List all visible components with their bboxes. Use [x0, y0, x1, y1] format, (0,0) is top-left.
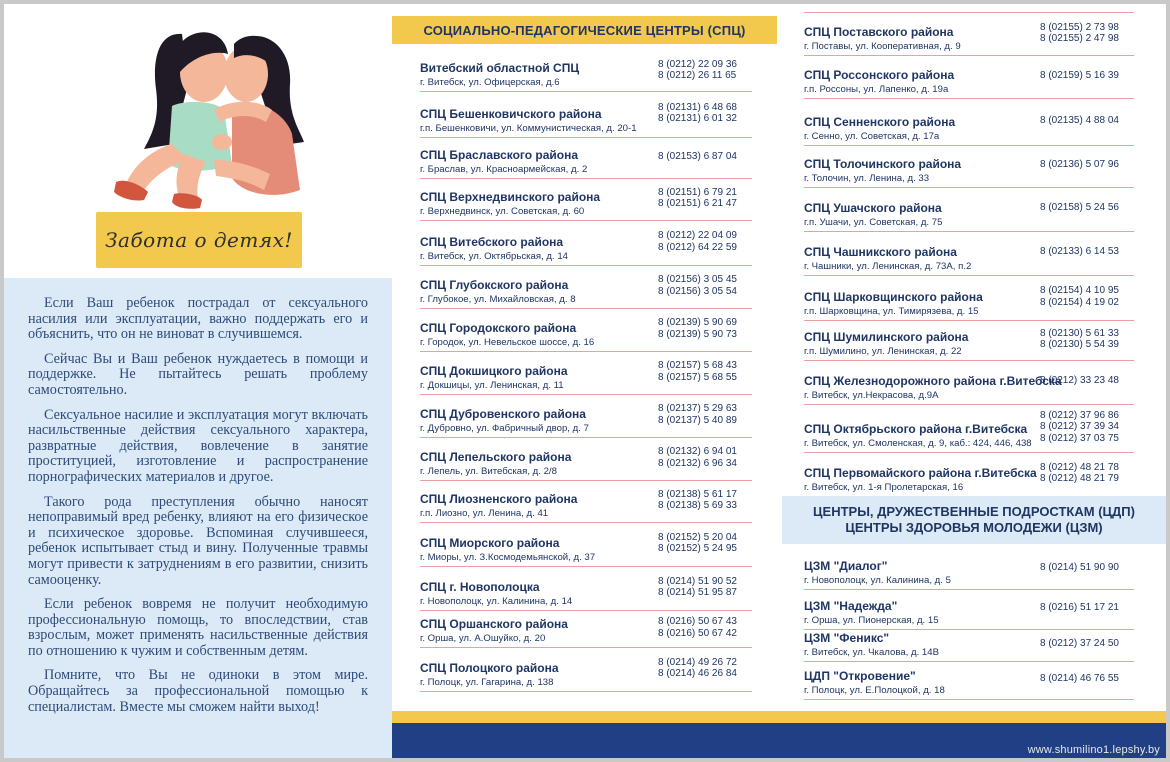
- phone-number[interactable]: 8 (02130) 5 54 39: [1040, 339, 1119, 350]
- contact-entry: [420, 395, 752, 438]
- cdp-section-title: ЦЕНТРЫ, ДРУЖЕСТВЕННЫЕ ПОДРОСТКАМ (ЦДП): [813, 504, 1135, 519]
- contact-entry: [804, 321, 1134, 361]
- center-name: ЦДП "Откровение": [804, 669, 916, 683]
- phone-number[interactable]: 8 (02138) 5 69 33: [658, 500, 737, 511]
- phone-number[interactable]: 8 (02130) 5 61 33: [1040, 327, 1119, 339]
- phone-number[interactable]: 8 (02133) 6 14 53: [1040, 246, 1119, 258]
- contact-entry: [804, 146, 1134, 188]
- contact-entry: [804, 99, 1134, 146]
- center-address: г. Витебск, ул.Некрасова, д.9А: [804, 390, 939, 401]
- phone-number[interactable]: 8 (0214) 46 76 55: [1040, 673, 1119, 685]
- phone-number[interactable]: 8 (0214) 51 90 52: [658, 575, 737, 587]
- contact-entry: [804, 276, 1134, 321]
- contact-entry: [804, 56, 1134, 99]
- phone-number[interactable]: 8 (02152) 5 24 95: [658, 543, 737, 554]
- advice-paragraph: Помните, что Вы не одиноки в этом мире. Обращайтесь за профессиональной помощью к специалистам. Вместе мы сможем найти выход!: [28, 667, 368, 715]
- phone-number[interactable]: 8 (0216) 50 67 42: [658, 627, 737, 639]
- phone-number[interactable]: 8 (0216) 51 17 21: [1040, 602, 1119, 614]
- center-address: г. Витебск, ул. Чкалова, д. 14В: [804, 647, 939, 658]
- phone-number[interactable]: 8 (0212) 64 22 59: [658, 241, 737, 253]
- center-address: г.п. Бешенковичи, ул. Коммунистическая, д. 20-1: [420, 123, 637, 134]
- center-address: г.п. Шарковщина, ул. Тимирязева, д. 15: [804, 306, 979, 317]
- center-name: СПЦ Дубровенского района: [420, 407, 586, 421]
- phone-number[interactable]: 8 (02159) 5 16 39: [1040, 69, 1119, 81]
- center-address: г. Миоры, ул. З.Космодемьянской, д. 37: [420, 552, 596, 563]
- phone-number[interactable]: 8 (0214) 49 26 72: [658, 656, 737, 668]
- center-name: СПЦ Шарковщинского района: [804, 290, 983, 304]
- center-name: СПЦ Докшицкого района: [420, 364, 568, 378]
- phone-numbers: [1040, 375, 1134, 387]
- advice-text-panel: [4, 278, 392, 758]
- phone-number[interactable]: 8 (0212) 33 23 48: [1040, 375, 1119, 387]
- phone-number[interactable]: 8 (02151) 6 79 21: [658, 186, 737, 198]
- advice-paragraph: Сексуальное насилие и эксплуатация могут включать насильственные действия сексуального характера, развратные действия, вовлечение в занятие проституцией, изготовление и распространение порнографических материалов и другое.: [28, 406, 368, 485]
- phone-numbers: [1040, 562, 1134, 574]
- center-address: г. Дубровно, ул. Фабричный двор, д. 7: [420, 423, 589, 434]
- center-address: г. Полоцк, ул. Гагарина, д. 138: [420, 677, 554, 688]
- phone-numbers: [658, 489, 752, 512]
- spc-section-header: [392, 16, 777, 44]
- center-address: г. Докшицы, ул. Ленинская, д. 11: [420, 380, 564, 391]
- phone-numbers: [658, 274, 752, 297]
- left-column: [4, 4, 394, 758]
- advice-paragraph: Если ребенок вовремя не получит необходимую профессиональную помощь, то впоследствии, став взрослым, может применять насильственные действия по отношению к чужим и собственным детям.: [28, 596, 368, 659]
- center-address: г. Витебск, ул. Октябрьская, д. 14: [420, 251, 569, 262]
- cdp-section-header: [782, 496, 1166, 544]
- center-name: СПЦ Полоцкого района: [420, 661, 559, 675]
- advice-paragraph: Такого рода преступления обычно наносят непоправимый вред ребенку, влияют на его физическое и психическое здоровье. Вспоминая случившееся, ребенок испытывает стыд и вину. Полученные травмы могут привести к затруднениям в его развитии, снизить самооценку.: [28, 493, 368, 588]
- phone-number[interactable]: 8 (0212) 22 04 09: [658, 230, 737, 241]
- center-address: г. Орша, ул. Пионерская, д. 15: [804, 615, 939, 626]
- phone-number[interactable]: 8 (0214) 51 95 87: [658, 587, 737, 598]
- phone-number[interactable]: 8 (02151) 6 21 47: [658, 198, 737, 209]
- center-name: Витебский областной СПЦ: [420, 61, 580, 75]
- contact-entry: [804, 405, 1134, 453]
- cdp-list: [804, 550, 1134, 700]
- center-address: г. Браслав, ул. Красноармейская, д. 2: [420, 164, 588, 175]
- center-address: г.п. Шумилино, ул. Ленинская, д. 22: [804, 346, 962, 357]
- contact-entry: [804, 590, 1134, 630]
- spc-list-right: [804, 14, 1134, 497]
- center-name: СПЦ Оршанского района: [420, 617, 568, 631]
- phone-number[interactable]: 8 (0212) 48 21 78: [1040, 461, 1119, 473]
- center-name: ЦЗМ "Надежда": [804, 599, 898, 613]
- contact-entry: [804, 188, 1134, 232]
- phone-number[interactable]: 8 (0212) 26 11 65: [658, 70, 737, 81]
- center-address: г. Витебск, ул. Смоленская, д. 9, каб.: 424, 446, 438: [804, 438, 1032, 449]
- phone-number[interactable]: 8 (02139) 5 90 73: [658, 328, 737, 340]
- phone-numbers: [1040, 673, 1134, 685]
- phone-number[interactable]: 8 (02157) 5 68 43: [658, 360, 737, 371]
- center-name: СПЦ Железнодорожного района г.Витебска: [804, 374, 1062, 388]
- advice-paragraph: Сейчас Вы и Ваш ребенок нуждаетесь в помощи и поддержке. Не пытайтесь решать проблему самостоятельно.: [28, 350, 368, 398]
- phone-number[interactable]: 8 (0212) 37 24 50: [1040, 638, 1119, 650]
- center-address: г. Верхнедвинск, ул. Советская, д. 60: [420, 206, 585, 217]
- center-address: г. Новополоцк, ул. Калинина, д. 5: [804, 575, 951, 586]
- center-name: ЦЗМ "Диалог": [804, 559, 888, 573]
- contact-entry: [420, 309, 752, 352]
- phone-numbers: [658, 532, 752, 555]
- czm-section-title: ЦЕНТРЫ ЗДОРОВЬЯ МОЛОДЕЖИ (ЦЗМ): [845, 520, 1103, 535]
- phone-numbers: [1040, 22, 1134, 45]
- phone-numbers: [658, 657, 752, 680]
- center-address: г. Толочин, ул. Ленина, д. 33: [804, 173, 930, 184]
- contact-entry: [420, 352, 752, 395]
- contact-entry: [420, 221, 752, 266]
- center-name: СПЦ Бешенковичского района: [420, 107, 602, 121]
- phone-number[interactable]: 8 (0212) 22 09 36: [658, 58, 737, 70]
- divider: [804, 12, 1134, 13]
- phone-number[interactable]: 8 (02132) 6 96 34: [658, 457, 737, 469]
- center-name: СПЦ Верхнедвинского района: [420, 190, 601, 204]
- phone-numbers: [1040, 202, 1134, 214]
- phone-number[interactable]: 8 (02131) 6 48 68: [658, 101, 737, 113]
- contact-entry: [804, 550, 1134, 590]
- center-address: г. Сенно, ул. Советская, д. 17а: [804, 131, 940, 142]
- phone-number[interactable]: 8 (02153) 6 87 04: [658, 150, 737, 162]
- contact-entry: [420, 611, 752, 648]
- center-name: СПЦ Первомайского района г.Витебска: [804, 466, 1037, 480]
- center-address: г. Новополоцк, ул. Калинина, д. 14: [420, 596, 573, 607]
- center-address: г. Поставы, ул. Кооперативная, д. 9: [804, 41, 961, 52]
- center-name: СПЦ Ушачского района: [804, 201, 942, 215]
- center-address: г.п. Лиозно, ул. Ленина, д. 41: [420, 508, 549, 519]
- center-name: СПЦ Браславского района: [420, 148, 579, 162]
- phone-numbers: [658, 616, 752, 639]
- center-name: СПЦ Сенненского района: [804, 115, 956, 129]
- center-address: г. Городок, ул. Невельское шоссе, д. 16: [420, 337, 595, 348]
- phone-numbers: [1040, 462, 1134, 485]
- phone-numbers: [1040, 285, 1134, 308]
- phone-number[interactable]: 8 (02156) 3 05 54: [658, 285, 737, 297]
- center-name: СПЦ Октябрьского района г.Витебска: [804, 422, 1028, 436]
- contact-entry: [420, 648, 752, 692]
- care-banner: [96, 212, 302, 268]
- phone-numbers: [658, 360, 752, 383]
- center-name: СПЦ Лепельского района: [420, 450, 572, 464]
- footer-stripe: [392, 711, 1166, 723]
- contact-entry: [420, 52, 752, 92]
- phone-number[interactable]: 8 (02154) 4 10 95: [1040, 285, 1119, 296]
- phone-number[interactable]: 8 (0214) 51 90 90: [1040, 562, 1119, 574]
- center-name: СПЦ Глубокского района: [420, 278, 569, 292]
- phone-number[interactable]: 8 (02155) 2 47 98: [1040, 33, 1119, 44]
- phone-numbers: [1040, 328, 1134, 351]
- center-name: СПЦ г. Новополоцка: [420, 580, 540, 594]
- contact-entry: [420, 481, 752, 523]
- center-address: г. Витебск, ул. 1-я Пролетарская, 16: [804, 482, 964, 493]
- contact-entry: [804, 232, 1134, 276]
- contact-entry: [804, 361, 1134, 405]
- phone-number[interactable]: 8 (0212) 48 21 79: [1040, 473, 1119, 484]
- phone-numbers: [658, 151, 752, 163]
- phone-numbers: [1040, 602, 1134, 614]
- two-girls-illustration: [64, 14, 344, 214]
- center-name: ЦЗМ "Феникс": [804, 631, 890, 645]
- center-name: СПЦ Миорского района: [420, 536, 560, 550]
- phone-number[interactable]: 8 (02156) 3 05 45: [658, 274, 737, 285]
- center-name: СПЦ Россонского района: [804, 68, 955, 82]
- contact-entry: [420, 523, 752, 567]
- center-name: СПЦ Витебского района: [420, 235, 564, 249]
- center-name: СПЦ Лиозненского района: [420, 492, 578, 506]
- phone-number[interactable]: 8 (02136) 5 07 96: [1040, 159, 1119, 171]
- phone-numbers: [1040, 638, 1134, 650]
- center-name: СПЦ Поставского района: [804, 25, 954, 39]
- phone-number[interactable]: 8 (02131) 6 01 32: [658, 113, 737, 124]
- center-address: г. Витебск, ул. Офицерская, д.6: [420, 77, 560, 88]
- contact-entry: [420, 567, 752, 611]
- footer-url: www.shumilino1.lepshy.by: [1027, 744, 1160, 756]
- phone-number[interactable]: 8 (02155) 2 73 98: [1040, 21, 1119, 33]
- center-address: г.п. Россоны, ул. Лапенко, д. 19а: [804, 84, 949, 95]
- center-address: г. Глубокое, ул. Михайловская, д. 8: [420, 294, 576, 305]
- phone-number[interactable]: 8 (0214) 46 26 84: [658, 668, 737, 679]
- phone-number[interactable]: 8 (02137) 5 40 89: [658, 414, 737, 426]
- phone-numbers: [1040, 159, 1134, 171]
- phone-number[interactable]: 8 (02157) 5 68 55: [658, 371, 737, 383]
- phone-numbers: [1040, 246, 1134, 258]
- contact-entry: [420, 266, 752, 309]
- contact-entry: [420, 438, 752, 481]
- phone-number[interactable]: 8 (02138) 5 61 17: [658, 488, 737, 500]
- center-name: СПЦ Чашникского района: [804, 245, 957, 259]
- phone-numbers: [658, 403, 752, 426]
- spc-list-middle: [420, 52, 752, 692]
- phone-number[interactable]: 8 (0212) 37 96 86: [1040, 409, 1119, 421]
- phone-numbers: [1040, 70, 1134, 82]
- banner-title: Забота о детях!: [105, 228, 293, 252]
- center-address: г.п. Ушачи, ул. Советская, д. 75: [804, 217, 943, 228]
- phone-number[interactable]: 8 (02135) 4 88 04: [1040, 114, 1119, 126]
- center-address: г. Лепель, ул. Витебская, д. 2/8: [420, 466, 557, 477]
- contact-entry: [420, 138, 752, 179]
- phone-number[interactable]: 8 (0212) 37 39 34: [1040, 421, 1119, 433]
- phone-number[interactable]: 8 (02132) 6 94 01: [658, 446, 737, 457]
- contact-entry: [804, 14, 1134, 56]
- phone-number[interactable]: 8 (0212) 37 03 75: [1040, 432, 1119, 444]
- contact-entry: [420, 179, 752, 221]
- phone-number[interactable]: 8 (02152) 5 20 04: [658, 531, 737, 543]
- contact-entry: [804, 453, 1134, 497]
- center-address: г. Полоцк, ул. Е.Полоцкой, д. 18: [804, 685, 945, 696]
- leaflet-page: [4, 4, 1166, 758]
- phone-numbers: [658, 102, 752, 125]
- center-name: СПЦ Толочинского района: [804, 157, 962, 171]
- contact-entry: [420, 92, 752, 138]
- contact-entry: [804, 662, 1134, 700]
- center-name: СПЦ Городокского района: [420, 321, 577, 335]
- phone-numbers: [658, 187, 752, 210]
- phone-number[interactable]: 8 (02137) 5 29 63: [658, 403, 737, 414]
- footer-bar: [392, 723, 1166, 758]
- phone-numbers: [1040, 115, 1134, 127]
- phone-numbers: [1040, 410, 1134, 445]
- phone-number[interactable]: 8 (0216) 50 67 43: [658, 616, 737, 627]
- center-name: СПЦ Шумилинского района: [804, 330, 969, 344]
- advice-paragraph: Если Ваш ребенок пострадал от сексуального насилия или эксплуатации, важно поддержать его и объяснить, что он не виноват в случившемся.: [28, 295, 368, 343]
- phone-numbers: [658, 230, 752, 253]
- phone-numbers: [658, 576, 752, 599]
- phone-number[interactable]: 8 (02154) 4 19 02: [1040, 296, 1119, 308]
- phone-numbers: [658, 59, 752, 82]
- center-address: г. Орша, ул. А.Ошуйко, д. 20: [420, 633, 546, 644]
- phone-numbers: [658, 317, 752, 340]
- contact-entry: [804, 630, 1134, 662]
- phone-numbers: [658, 446, 752, 469]
- spc-section-title: СОЦИАЛЬНО-ПЕДАГОГИЧЕСКИЕ ЦЕНТРЫ (СПЦ): [423, 22, 746, 38]
- center-address: г. Чашники, ул. Ленинская, д. 73А, п.2: [804, 261, 972, 272]
- phone-number[interactable]: 8 (02139) 5 90 69: [658, 317, 737, 328]
- phone-number[interactable]: 8 (02158) 5 24 56: [1040, 202, 1119, 214]
